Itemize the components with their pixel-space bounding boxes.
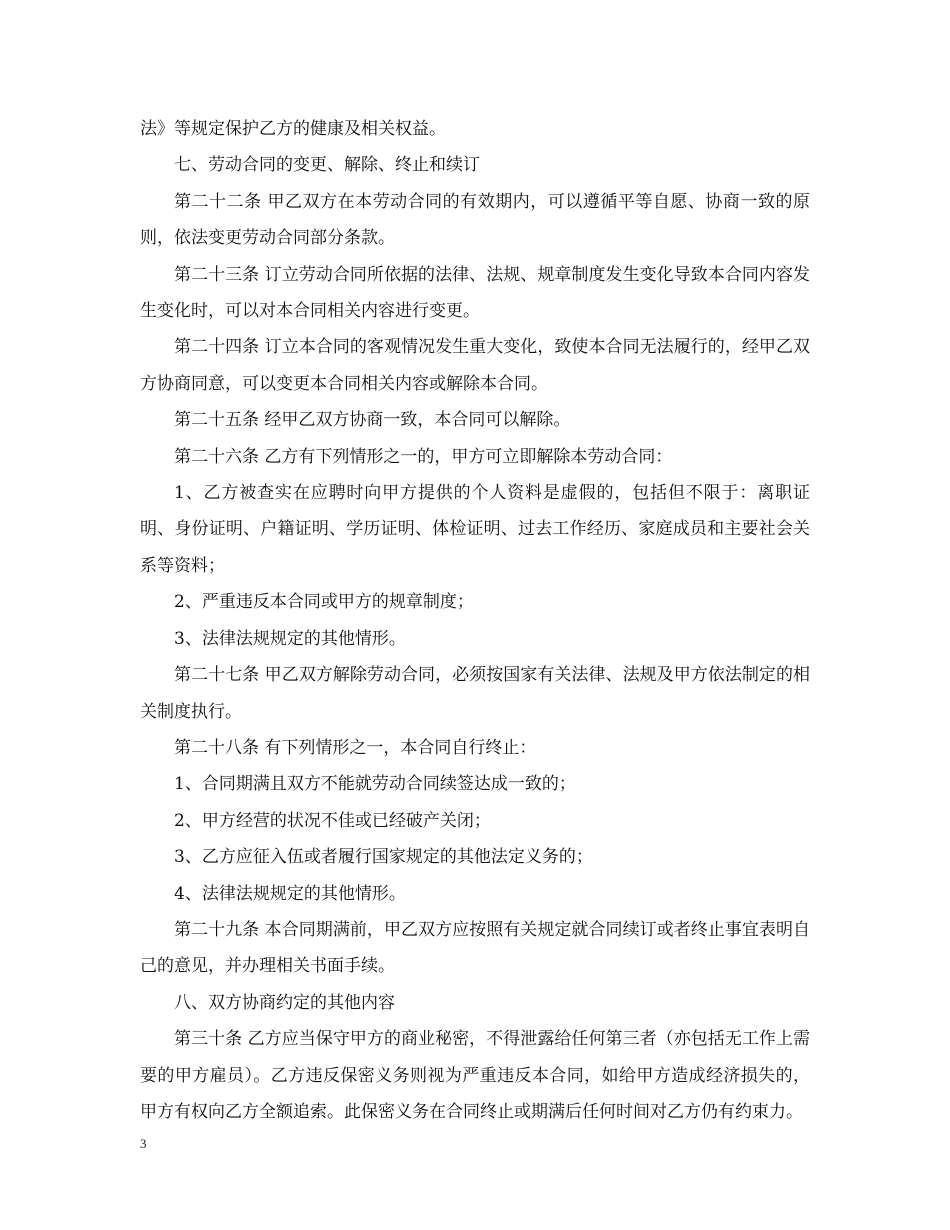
article-22: 第二十二条 甲乙双方在本劳动合同的有效期内，可以遵循平等自愿、协商一致的原则，依法变更劳动合同部分条款。: [140, 191, 810, 249]
article-28-item-3: 3、乙方应征入伍或者履行国家规定的其他法定义务的；: [174, 847, 593, 868]
article-24: 第二十四条 订立本合同的客观情况发生重大变化，致使本合同无法履行的，经甲乙双方协商同意，可以变更本合同相关内容或解除本合同。: [140, 337, 810, 394]
page-number: 3: [140, 1136, 147, 1151]
paragraph-continuation: 法》等规定保护乙方的健康及相关权益。: [140, 119, 446, 139]
article-30: 第三十条 乙方应当保守甲方的商业秘密，不得泄露给任何第三者（亦包括无工作上需要的甲方雇员）。乙方违反保密义务则视为严重违反本合同，如给甲方造成经济损失的，甲方有权向乙方全额追索。此保密义务在合同终止或期满后任何时间对乙方仍有约束力。: [140, 1029, 810, 1122]
section-heading-7: 七、劳动合同的变更、解除、终止和续订: [174, 155, 480, 176]
article-26-item-2: 2、严重违反本合同或甲方的规章制度；: [174, 592, 474, 613]
article-29: 第二十九条 本合同期满前，甲乙双方应按照有关规定就合同续订或者终止事宜表明自己的意见，并办理相关书面手续。: [140, 919, 810, 977]
article-26-item-1: 1、乙方被查实在应聘时向甲方提供的个人资料是虚假的，包括但不限于：离职证明、身份证明、户籍证明、学历证明、体检证明、过去工作经历、家庭成员和主要社会关系等资料；: [140, 483, 810, 576]
article-23: 第二十三条 订立劳动合同所依据的法律、法规、规章制度发生变化导致本合同内容发生变化时，可以对本合同相关内容进行变更。: [140, 264, 810, 322]
article-27: 第二十七条 甲乙双方解除劳动合同，必须按国家有关法律、法规及甲方依法制定的相关制度执行。: [140, 665, 810, 722]
section-heading-8: 八、双方协商约定的其他内容: [174, 992, 395, 1013]
article-28-item-1: 1、合同期满且双方不能就劳动合同续签达成一致的；: [174, 774, 576, 795]
page-body: [140, 111, 810, 1130]
article-28-item-2: 2、甲方经营的状况不佳或已经破产关闭；: [174, 810, 491, 831]
article-28-item-4: 4、法律法规规定的其他情形。: [174, 883, 406, 904]
article-26: 第二十六条 乙方有下列情形之一的，甲方可立即解除本劳动合同：: [174, 446, 673, 467]
article-26-item-3: 3、法律法规规定的其他情形。: [174, 628, 406, 649]
article-25: 第二十五条 经甲乙双方协商一致，本合同可以解除。: [174, 410, 571, 431]
article-28: 第二十八条 有下列情形之一，本合同自行终止：: [174, 737, 537, 758]
